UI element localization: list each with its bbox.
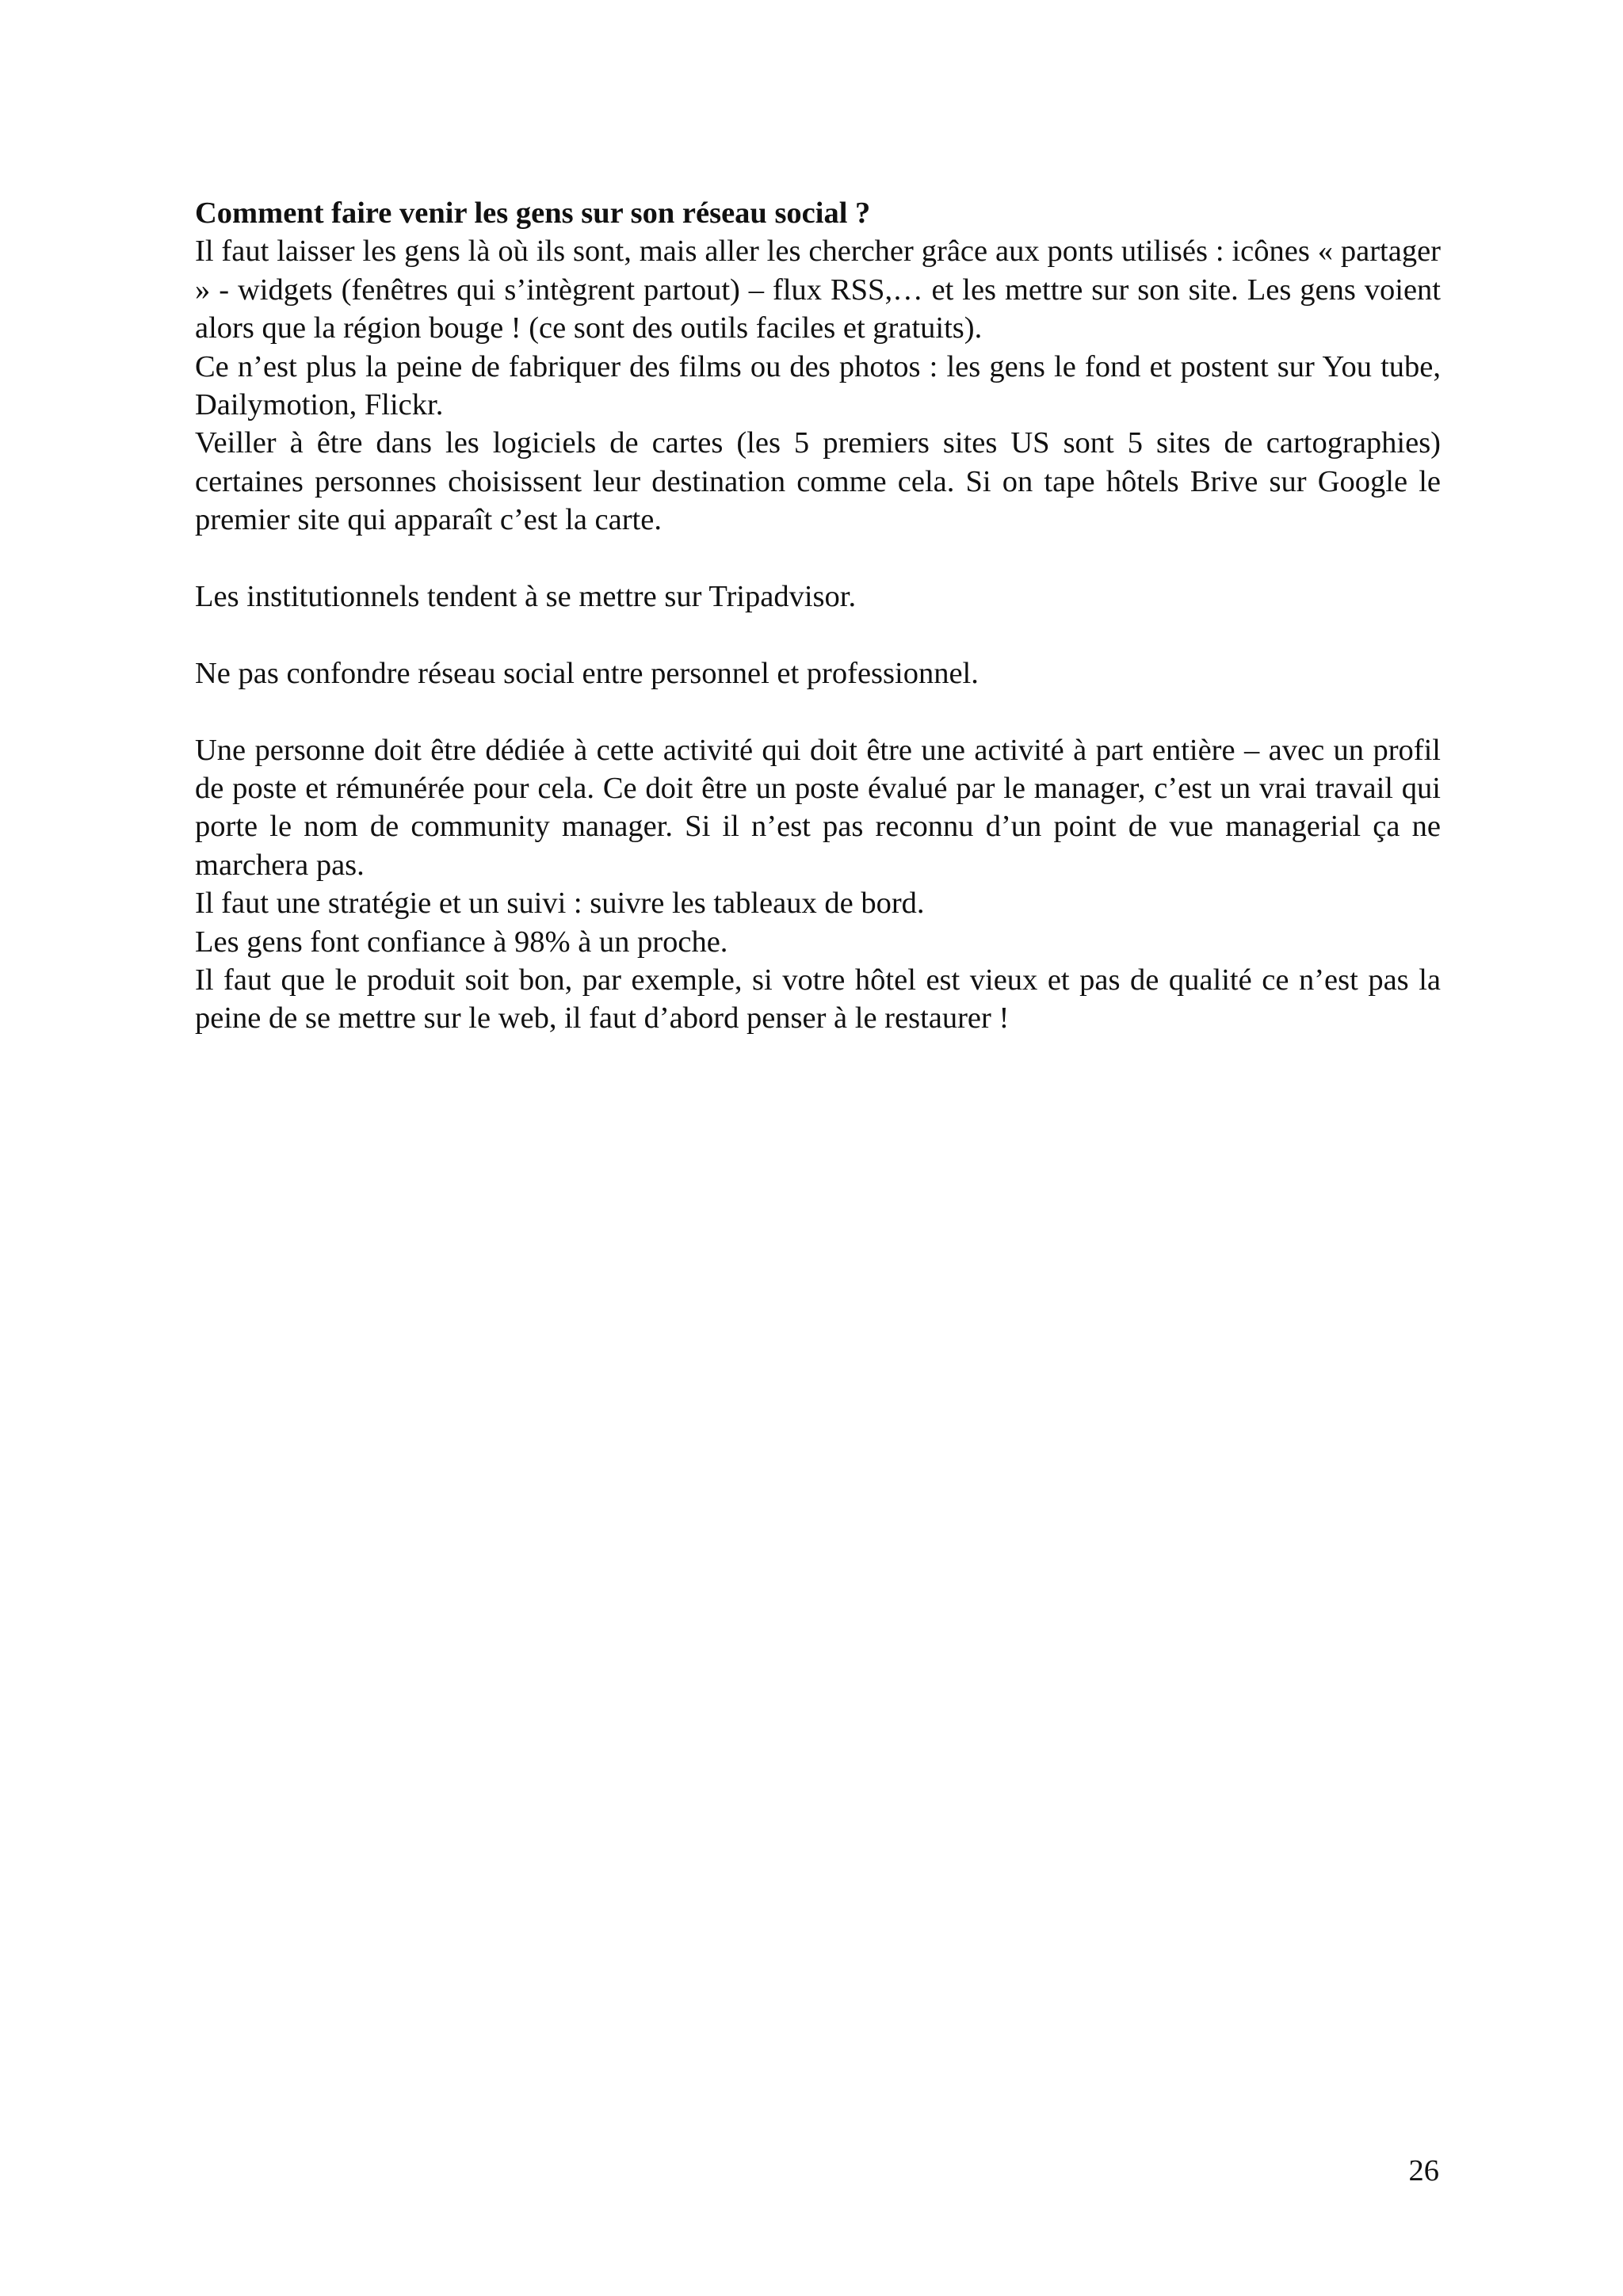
page-content <box>195 194 1441 1038</box>
paragraph-gap <box>195 540 1441 578</box>
paragraph-personal-professional: Ne pas confondre réseau social entre personnel et professionnel. <box>195 656 979 690</box>
section-heading: Comment faire venir les gens sur son réseau social ? <box>195 196 871 230</box>
paragraph-maps: Veiller à être dans les logiciels de cartes (les 5 premiers sites US sont 5 sites de cartographies) certaines personnes choisissent leur destination comme cela. Si on tape hôtels Brive sur Google le premier site qui apparaît c’est la carte. <box>195 426 1441 537</box>
paragraph-trust: Les gens font confiance à 98% à un proche. <box>195 925 728 959</box>
paragraph-tripadvisor: Les institutionnels tendent à se mettre sur Tripadvisor. <box>195 580 857 614</box>
paragraph-films-photos: Ce n’est plus la peine de fabriquer des films ou des photos : les gens le fond et postent sur You tube, Dailymotion, Flickr. <box>195 349 1441 422</box>
paragraph-community-manager: Une personne doit être dédiée à cette activité qui doit être une activité à part entière – avec un profil de poste et rémunérée pour cela. Ce doit être un poste évalué par le manager, c’est un vrai travail qui porte le nom de community manager. Si il n’est pas reconnu d’un point de vue managerial ça ne marchera pas. <box>195 733 1441 882</box>
paragraph-strategy: Il faut une stratégie et un suivi : suivre les tableaux de bord. <box>195 887 925 921</box>
paragraph-gap <box>195 616 1441 654</box>
paragraph-product-quality: Il faut que le produit soit bon, par exemple, si votre hôtel est vieux et pas de qualité ce n’est pas la peine de se mettre sur le web, il faut d’abord penser à le restaurer ! <box>195 963 1441 1035</box>
paragraph-bridges: Il faut laisser les gens là où ils sont, mais aller les chercher grâce aux ponts utilisés : icônes « partager » - widgets (fenêtres qui s’intègrent partout) – flux RSS,… et les mettre sur son site. Les gens voient alors que la région bouge ! (ce sont des outils faciles et gratuits). <box>195 235 1441 345</box>
page-number: 26 <box>1408 2154 1439 2187</box>
paragraph-gap <box>195 692 1441 730</box>
